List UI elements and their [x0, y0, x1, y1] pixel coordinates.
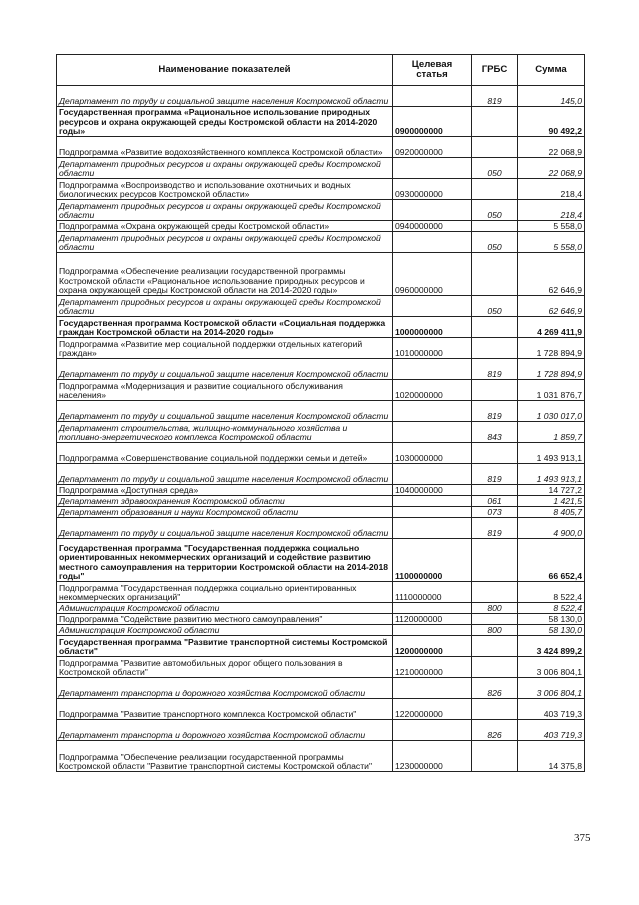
cell-code: 0900000000: [393, 107, 472, 137]
cell-grbs: 050: [472, 158, 518, 179]
cell-name: Подпрограмма "Обеспечение реализации государственной программы Костромской области "Развитие транспортной системы Костромской области": [57, 741, 393, 772]
cell-code: [393, 625, 472, 636]
cell-name: Подпрограмма "Содействие развитию местного самоуправления": [57, 614, 393, 625]
cell-name: Департамент транспорта и дорожного хозяйства Костромской области: [57, 678, 393, 699]
cell-sum: 3 424 899,2: [518, 636, 585, 657]
table-row: [57, 443, 585, 464]
cell-code: 1210000000: [393, 657, 472, 678]
cell-code: [393, 507, 472, 518]
table-row: [57, 296, 585, 317]
table-row: [57, 518, 585, 539]
page-number: 375: [574, 832, 591, 844]
cell-code: [393, 86, 472, 107]
cell-sum: 4 269 411,9: [518, 317, 585, 338]
cell-sum: 58 130,0: [518, 625, 585, 636]
cell-grbs: 819: [472, 359, 518, 380]
cell-code: [393, 464, 472, 485]
cell-name: Подпрограмма «Развитие мер социальной поддержки отдельных категорий граждан»: [57, 338, 393, 359]
cell-grbs: 050: [472, 200, 518, 221]
cell-grbs: [472, 485, 518, 496]
table-row: [57, 359, 585, 380]
table-row: [57, 158, 585, 179]
cell-sum: 90 492,2: [518, 107, 585, 137]
cell-grbs: [472, 699, 518, 720]
cell-sum: 58 130,0: [518, 614, 585, 625]
cell-code: [393, 200, 472, 221]
cell-sum: 145,0: [518, 86, 585, 107]
cell-sum: 403 719,3: [518, 720, 585, 741]
cell-sum: 3 006 804,1: [518, 678, 585, 699]
table-row: [57, 179, 585, 200]
cell-grbs: 819: [472, 518, 518, 539]
table-row: [57, 317, 585, 338]
cell-code: [393, 232, 472, 253]
cell-grbs: 819: [472, 401, 518, 422]
table-row: [57, 86, 585, 107]
table-row: [57, 507, 585, 518]
table-row: [57, 539, 585, 582]
cell-code: [393, 296, 472, 317]
cell-sum: 1 728 894,9: [518, 338, 585, 359]
cell-code: 1000000000: [393, 317, 472, 338]
cell-sum: 3 006 804,1: [518, 657, 585, 678]
cell-name: Департамент образования и науки Костромской области: [57, 507, 393, 518]
cell-sum: 1 493 913,1: [518, 443, 585, 464]
cell-name: Подпрограмма «Модернизация и развитие социального обслуживания населения»: [57, 380, 393, 401]
header-grbs: ГРБС: [472, 55, 518, 86]
cell-grbs: 073: [472, 507, 518, 518]
cell-grbs: 843: [472, 422, 518, 443]
header-sum: Сумма: [518, 55, 585, 86]
table-row: [57, 200, 585, 221]
table-row: [57, 582, 585, 603]
cell-name: Подпрограмма "Развитие транспортного комплекса Костромской области": [57, 699, 393, 720]
header-name: Наименование показателей: [57, 55, 393, 86]
cell-grbs: 819: [472, 86, 518, 107]
cell-grbs: [472, 221, 518, 232]
cell-name: Департамент природных ресурсов и охраны окружающей среды Костромской области: [57, 232, 393, 253]
cell-code: 0920000000: [393, 137, 472, 158]
header-code: Целевая статья: [393, 55, 472, 86]
cell-grbs: 826: [472, 678, 518, 699]
cell-name: Департамент по труду и социальной защите населения Костромской области: [57, 86, 393, 107]
table-row: [57, 221, 585, 232]
cell-code: [393, 422, 472, 443]
cell-code: [393, 158, 472, 179]
cell-code: 1110000000: [393, 582, 472, 603]
cell-sum: 1 031 876,7: [518, 380, 585, 401]
cell-code: [393, 496, 472, 507]
cell-code: [393, 603, 472, 614]
cell-sum: 403 719,3: [518, 699, 585, 720]
table-row: [57, 380, 585, 401]
cell-name: Администрация Костромской области: [57, 625, 393, 636]
cell-grbs: 050: [472, 296, 518, 317]
cell-grbs: 819: [472, 464, 518, 485]
cell-sum: 218,4: [518, 179, 585, 200]
cell-code: 1040000000: [393, 485, 472, 496]
table-row: [57, 603, 585, 614]
cell-code: 1220000000: [393, 699, 472, 720]
cell-sum: 14 727,2: [518, 485, 585, 496]
cell-sum: 5 558,0: [518, 232, 585, 253]
cell-grbs: [472, 317, 518, 338]
cell-grbs: [472, 657, 518, 678]
cell-sum: 1 493 913,1: [518, 464, 585, 485]
cell-name: Департамент по труду и социальной защите населения Костромской области: [57, 401, 393, 422]
cell-code: 1020000000: [393, 380, 472, 401]
cell-code: 1120000000: [393, 614, 472, 625]
cell-code: 1230000000: [393, 741, 472, 772]
cell-sum: 8 522,4: [518, 603, 585, 614]
cell-grbs: 061: [472, 496, 518, 507]
cell-grbs: [472, 741, 518, 772]
cell-grbs: [472, 179, 518, 200]
cell-grbs: [472, 582, 518, 603]
cell-name: Подпрограмма "Государственная поддержка социально ориентированных некоммерческих организаций": [57, 582, 393, 603]
cell-grbs: [472, 443, 518, 464]
budget-table: [56, 54, 585, 772]
table-row: [57, 253, 585, 296]
cell-sum: 1 421,5: [518, 496, 585, 507]
cell-name: Подпрограмма «Охрана окружающей среды Костромской области»: [57, 221, 393, 232]
table-row: [57, 232, 585, 253]
cell-name: Подпрограмма "Развитие автомобильных дорог общего пользования в Костромской области": [57, 657, 393, 678]
cell-code: 0940000000: [393, 221, 472, 232]
table-row: [57, 485, 585, 496]
cell-sum: 4 900,0: [518, 518, 585, 539]
cell-sum: 5 558,0: [518, 221, 585, 232]
table-row: [57, 464, 585, 485]
table-row: [57, 720, 585, 741]
table-row: [57, 657, 585, 678]
table-row: [57, 741, 585, 772]
cell-name: Департамент природных ресурсов и охраны окружающей среды Костромской области: [57, 296, 393, 317]
cell-sum: 22 068,9: [518, 137, 585, 158]
cell-grbs: [472, 380, 518, 401]
cell-name: Государственная программа "Развитие транспортной системы Костромской области": [57, 636, 393, 657]
cell-sum: 1 728 894,9: [518, 359, 585, 380]
cell-code: 0960000000: [393, 253, 472, 296]
cell-name: Подпрограмма «Обеспечение реализации государственной программы Костромской области «Рациональное использование природных ресурсов и охрана окружающей среды Костромской области на 2014-2020 годы»: [57, 253, 393, 296]
table-row: [57, 422, 585, 443]
table-row: [57, 625, 585, 636]
table-row: [57, 678, 585, 699]
cell-grbs: 050: [472, 232, 518, 253]
cell-name: Департамент по труду и социальной защите населения Костромской области: [57, 464, 393, 485]
cell-name: Подпрограмма «Развитие водохозяйственного комплекса Костромской области»: [57, 137, 393, 158]
table-body: [57, 86, 585, 772]
cell-name: Департамент по труду и социальной защите населения Костромской области: [57, 359, 393, 380]
cell-grbs: [472, 338, 518, 359]
cell-name: Государственная программа "Государственная поддержка социально ориентированных некоммерческих организаций и содействие развитию местного самоуправления на территории Костромской области на 2014-2018 годы": [57, 539, 393, 582]
cell-name: Подпрограмма «Совершенствование социальной поддержки семьи и детей»: [57, 443, 393, 464]
table-header-row: [57, 55, 585, 86]
cell-sum: 1 030 017,0: [518, 401, 585, 422]
cell-name: Департамент по труду и социальной защите населения Костромской области: [57, 518, 393, 539]
cell-grbs: [472, 253, 518, 296]
table-row: [57, 614, 585, 625]
cell-name: Департамент природных ресурсов и охраны окружающей среды Костромской области: [57, 158, 393, 179]
cell-name: Департамент природных ресурсов и охраны окружающей среды Костромской области: [57, 200, 393, 221]
table-row: [57, 137, 585, 158]
cell-sum: 8 405,7: [518, 507, 585, 518]
table-row: [57, 636, 585, 657]
cell-name: Подпрограмма «Воспроизводство и использование охотничьих и водных биологических ресурсов Костромской области»: [57, 179, 393, 200]
cell-grbs: [472, 107, 518, 137]
cell-name: Подпрограмма «Доступная среда»: [57, 485, 393, 496]
cell-grbs: 800: [472, 625, 518, 636]
table-row: [57, 699, 585, 720]
cell-code: [393, 518, 472, 539]
cell-grbs: [472, 539, 518, 582]
cell-sum: 62 646,9: [518, 296, 585, 317]
table-row: [57, 338, 585, 359]
cell-code: [393, 359, 472, 380]
cell-grbs: 826: [472, 720, 518, 741]
cell-code: 1030000000: [393, 443, 472, 464]
cell-sum: 1 859,7: [518, 422, 585, 443]
cell-name: Департамент транспорта и дорожного хозяйства Костромской области: [57, 720, 393, 741]
cell-sum: 8 522,4: [518, 582, 585, 603]
cell-grbs: 800: [472, 603, 518, 614]
cell-code: 0930000000: [393, 179, 472, 200]
cell-grbs: [472, 636, 518, 657]
cell-grbs: [472, 137, 518, 158]
cell-code: [393, 720, 472, 741]
cell-code: [393, 401, 472, 422]
table-row: [57, 107, 585, 137]
table-row: [57, 401, 585, 422]
cell-sum: 218,4: [518, 200, 585, 221]
cell-sum: 62 646,9: [518, 253, 585, 296]
cell-name: Департамент строительства, жилищно-коммунального хозяйства и топливно-энергетического комплекса Костромской области: [57, 422, 393, 443]
cell-code: 1200000000: [393, 636, 472, 657]
cell-sum: 14 375,8: [518, 741, 585, 772]
cell-code: [393, 678, 472, 699]
cell-sum: 66 652,4: [518, 539, 585, 582]
cell-name: Департамент здравоохранения Костромской области: [57, 496, 393, 507]
cell-grbs: [472, 614, 518, 625]
table-row: [57, 496, 585, 507]
cell-name: Администрация Костромской области: [57, 603, 393, 614]
cell-sum: 22 068,9: [518, 158, 585, 179]
cell-code: 1100000000: [393, 539, 472, 582]
cell-code: 1010000000: [393, 338, 472, 359]
cell-name: Государственная программа Костромской области «Социальная поддержка граждан Костромской области на 2014-2020 годы»: [57, 317, 393, 338]
cell-name: Государственная программа «Рациональное использование природных ресурсов и охрана окружающей среды Костромской области на 2014-2020 годы»: [57, 107, 393, 137]
